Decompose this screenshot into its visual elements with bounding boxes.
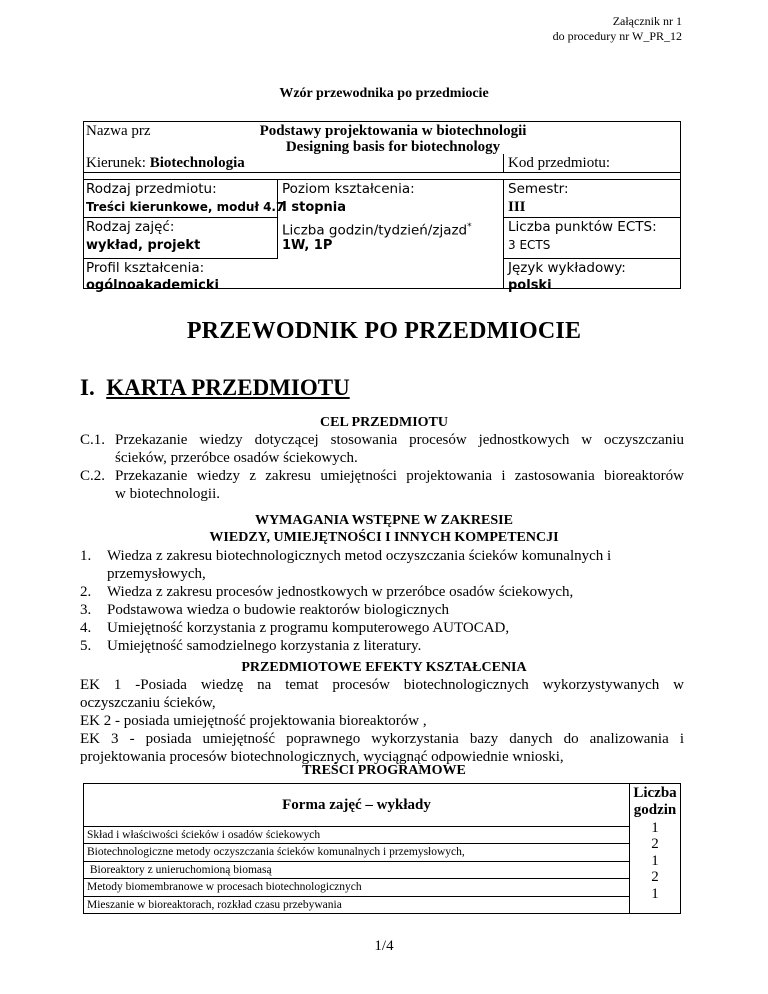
course-name-pl: Podstawy projektowania w biotechnologii [259,123,527,139]
attachment-line1: Załącznik nr 1 [612,14,682,28]
goal-item [80,467,684,503]
course-info-box [83,121,681,293]
language-value: polski [508,278,552,293]
topic-row: Biotechnologiczne metody oczyszczania ścieków komunalnych i przemysłowych, [84,844,629,861]
col-hours-header [630,784,680,819]
section-title: KARTA PRZEDMIOTU [106,375,350,400]
requirement-item [80,601,684,619]
goal-number: C.2. [80,468,106,484]
requirement-item [80,637,684,655]
requirements-heading-1: WYMAGANIA WSTĘPNE W ZAKRESIE [255,513,513,528]
outcome-line: EK 3 - posiada umiejętność poprawnego wykorzystania bazy danych do analizowania i [80,731,684,747]
hours-cell: 1 [651,820,659,836]
page-number: 1/4 [374,938,394,954]
hours-column [630,784,681,914]
classes-value: wykład, projekt [86,238,201,253]
ects-value: 3 ECTS [508,238,551,252]
topic-row: Bioreaktory z unieruchomioną biomasą [84,862,629,879]
outcome-line: EK 2 - posiada umiejętność projektowania bioreaktorów , [80,713,427,729]
outcome-line: oczyszczaniu ścieków, [80,695,216,711]
requirement-line: Podstawowa wiedza o budowie reaktorów biologicznych [107,602,449,618]
goals-heading: CEL PRZEDMIOTU [320,415,448,430]
section-number: I. [80,375,95,400]
program-heading: TREŚCI PROGRAMOWE [302,763,466,778]
course-type-label: Rodzaj przedmiotu: [86,181,217,197]
profile-value: ogólnoakademicki [86,278,219,293]
language-label: Język wykładowy: [508,260,626,276]
goal-number: C.1. [80,432,106,448]
field-of-study [86,155,245,172]
course-name-en: Designing basis for biotechnology [285,139,501,155]
attachment-line2: do procedury nr W_PR_12 [552,29,682,43]
hours-asterisk: * [467,222,472,232]
program-topics-row [84,827,681,914]
requirement-line: Umiejętność korzystania z programu komputerowego AUTOCAD, [107,620,510,636]
requirements-heading-2: WIEDZY, UMIEJĘTNOŚCI I INNYCH KOMPETENCJI [209,530,559,545]
program-header-row [84,784,681,827]
hours-cell: 2 [651,869,659,886]
col-form-header: Forma zajęć – wykłady [84,784,630,827]
goal-item [80,431,684,467]
semester-label: Semestr: [508,181,569,197]
goal-line: ścieków, przeróbce osadów ściekowych. [115,450,358,466]
section-heading [80,375,350,401]
semester-value: III [508,199,526,215]
attachment-note [382,14,682,44]
hours-cell: 1 [651,852,659,869]
hours-cell: 1 [651,885,659,902]
course-type-value: Treści kierunkowe, moduł 4.7 [86,200,285,214]
outcomes-heading: PRZEDMIOTOWE EFEKTY KSZTAŁCENIA [241,660,527,675]
field-value: Biotechnologia [149,155,245,171]
course-code-label: Kod przedmiotu: [508,155,611,171]
hours-value: 1W, 1P [282,238,333,253]
requirement-line: Wiedza z zakresu biotechnologicznych metod oczyszczania ścieków komunalnych i [107,548,612,564]
requirement-number: 2. [80,584,92,600]
ects-label: Liczba punktów ECTS: [508,219,657,235]
requirement-number: 1. [80,548,92,564]
template-title: Wzór przewodnika po przedmiocie [279,86,489,101]
outcome-line: EK 1 -Posiada wiedzę na temat procesów biotechnologicznych wykorzystywanych w [80,677,684,693]
requirement-number: 5. [80,638,92,654]
goal-line: w biotechnologii. [115,486,220,502]
topics-cell [84,827,630,914]
hours-label-text: Liczba godzin/tydzień/zjazd [282,222,468,239]
main-title: PRZEWODNIK PO PRZEDMIOCIE [186,318,582,344]
goals-list [80,431,684,503]
requirement-number: 3. [80,602,92,618]
requirement-line: Umiejętność samodzielnego korzystania z literatury. [107,638,422,654]
requirement-line: przemysłowych, [107,566,206,582]
requirement-item [80,619,684,637]
requirements-list [80,547,684,655]
field-label: Kierunek: [86,155,150,171]
outcomes-text [80,676,684,766]
requirement-item [80,583,684,601]
goal-line: Przekazanie wiedzy z zakresu umiejętności projektowania i zastosowania bioreaktorów [115,468,684,484]
level-value: I stopnia [282,200,347,215]
topic-row: Mieszanie w bioreaktorach, rozkład czasu przebywania [87,898,342,911]
col-hours-header-1: Liczba [633,785,677,801]
requirement-number: 4. [80,620,92,636]
hours-values [630,820,680,902]
col-hours-header-2: godzin [633,802,677,818]
requirement-line: Wiedza z zakresu procesów jednostkowych w przeróbce osadów ściekowych, [107,584,574,600]
goal-line: Przekazanie wiedzy dotyczącej stosowania procesów jednostkowych w oczyszczaniu [115,432,684,448]
profile-label: Profil kształcenia: [86,260,205,276]
course-name-label: Nazwa prz [86,123,151,139]
level-label: Poziom kształcenia: [282,181,415,197]
hours-cell: 2 [651,836,659,853]
classes-label: Rodzaj zajęć: [86,219,175,235]
topic-row: Metody biomembranowe w procesach biotechnologicznych [84,879,629,896]
program-table [83,783,681,914]
topic-row: Skład i właściwości ścieków i osadów ściekowych [84,827,629,844]
outcome-line: projektowania procesów biotechnologicznych, wyciągnąć odpowiednie wnioski, [80,749,564,765]
requirement-item [80,547,684,583]
